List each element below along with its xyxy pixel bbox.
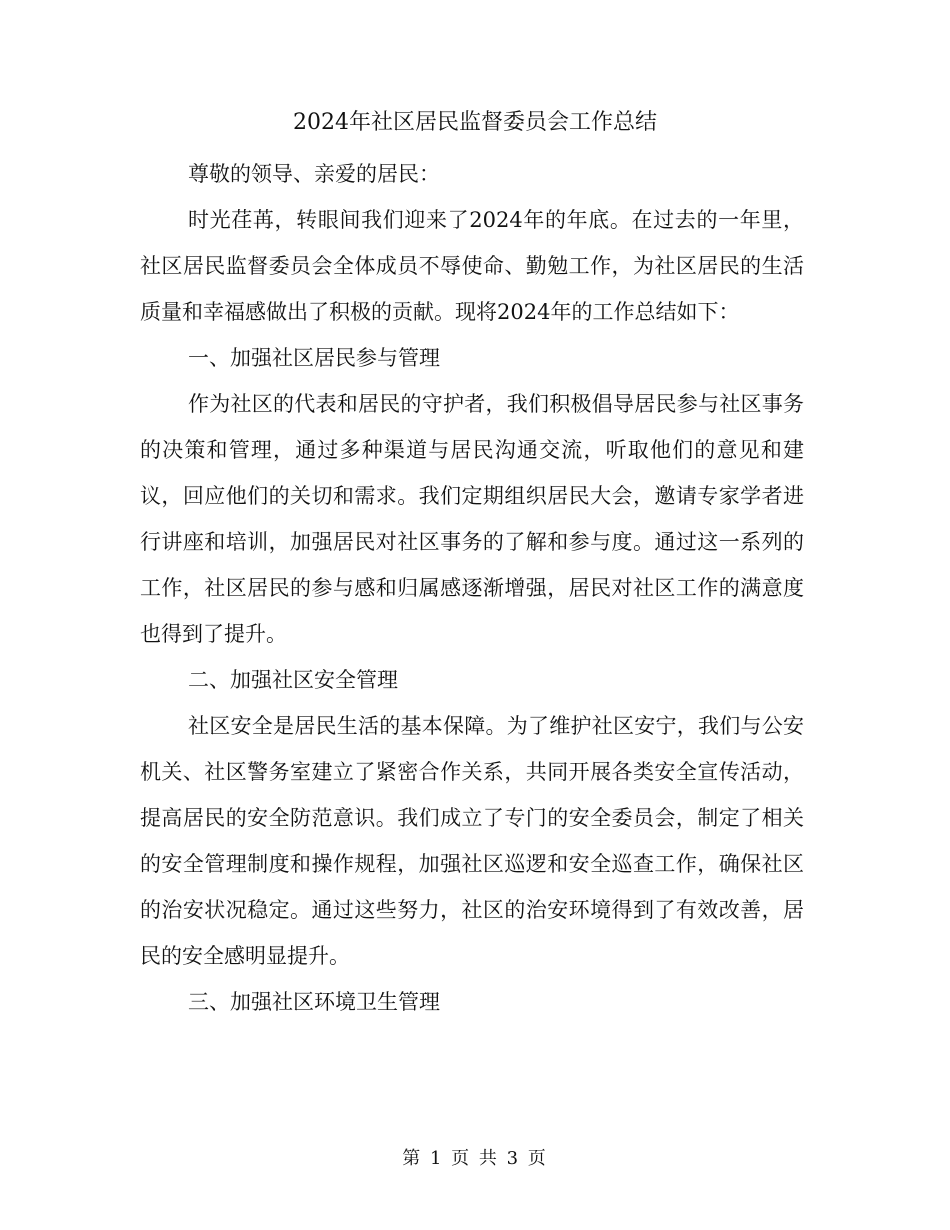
intro-paragraph: 时光荏苒，转眼间我们迎来了2024年的年底。在过去的一年里，社区居民监督委员会全体成员不辱使命、勤勉工作，为社区居民的生活质量和幸福感做出了积极的贡献。现将2024年的工作总结如下： xyxy=(140,208,804,324)
section-heading-1: 一、加强社区居民参与管理 xyxy=(188,346,440,370)
greeting: 尊敬的领导、亲爱的居民： xyxy=(188,162,440,186)
section-heading-2: 二、加强社区安全管理 xyxy=(188,668,398,692)
document-body xyxy=(140,151,804,1025)
document-title: 2024年社区居民监督委员会工作总结 xyxy=(293,110,657,135)
section-heading-3: 三、加强社区环境卫生管理 xyxy=(188,990,440,1014)
section-body-2: 社区安全是居民生活的基本保障。为了维护社区安宁，我们与公安机关、社区警务室建立了紧密合作关系，共同开展各类安全宣传活动，提高居民的安全防范意识。我们成立了专门的安全委员会，制定了相关的安全管理制度和操作规程，加强社区巡逻和安全巡查工作，确保社区的治安状况稳定。通过这些努力，社区的治安环境得到了有效改善，居民的安全感明显提升。 xyxy=(140,714,804,968)
section-body-1: 作为社区的代表和居民的守护者，我们积极倡导居民参与社区事务的决策和管理，通过多种渠道与居民沟通交流，听取他们的意见和建议，回应他们的关切和需求。我们定期组织居民大会，邀请专家学者进行讲座和培训，加强居民对社区事务的了解和参与度。通过这一系列的工作，社区居民的参与感和归属感逐渐增强，居民对社区工作的满意度也得到了提升。 xyxy=(140,392,804,646)
page-number-footer: 第 1 页 共 3 页 xyxy=(402,1148,548,1169)
